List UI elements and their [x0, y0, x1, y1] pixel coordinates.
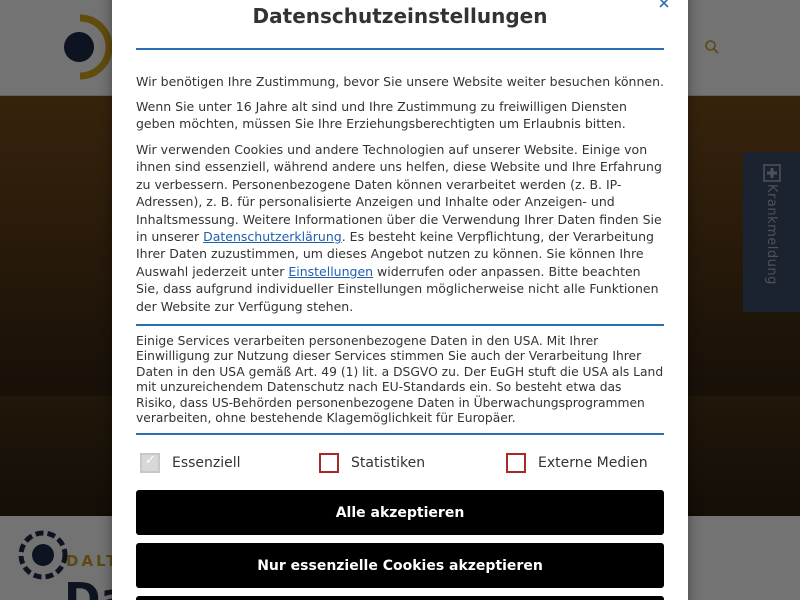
cookie-text-2: . Es besteht keine Verpflichtung, der Verarbeitung Ihrer Daten zuzustimmen, um dieses Angebot nutzen zu können. Sie können Ihre Auswahl jederzeit unter	[136, 229, 654, 279]
individual-settings-button[interactable]	[136, 596, 664, 600]
cookie-text-3: widerrufen oder anpassen. Bitte beachten Sie, dass aufgrund individueller Einstellungen möglicherweise nicht alle Funktionen der Website zur Verfügung stehen.	[136, 263, 659, 314]
cookie-description	[136, 141, 664, 315]
statistics-option[interactable]	[319, 450, 425, 476]
external-media-checkbox[interactable]	[506, 453, 526, 473]
consent-intro: Wir benötigen Ihre Zustimmung, bevor Sie unsere Website weiter besuchen können.	[136, 74, 664, 89]
youth-notice: Wenn Sie unter 16 Jahre alt sind und Ihre Zustimmung zu freiwilligen Diensten geben möchten, müssen Sie Ihre Erziehungsberechtigten um Erlaubnis bitten.	[136, 99, 627, 132]
essential-label: Essenziell	[172, 455, 241, 471]
essential-option[interactable]	[140, 450, 241, 476]
divider	[136, 48, 664, 50]
usa-data-notice: Einige Services verarbeiten personenbezogene Daten in den USA. Mit Ihrer Einwilligung zur Nutzung dieser Services stimmen Sie auch der Verarbeitung Ihrer Daten in den USA gemäß Art. 49 (1) lit. a DSGVO zu. Der EuGH stuft die USA als Land mit unzureichendem Datenschutz nach EU-Standards ein. So besteht etwa das Risiko, dass US-Behörden personenbezogene Daten in Überwachungsprogrammen verarbeiten, ohne bestehende Klagemöglichkeit für Europäer.	[136, 334, 664, 426]
divider	[136, 433, 664, 435]
essential-checkbox[interactable]	[140, 453, 160, 473]
statistics-checkbox[interactable]	[319, 453, 339, 473]
accept-all-button[interactable]: Alle akzeptieren	[136, 490, 664, 535]
consent-options	[136, 450, 664, 476]
settings-link[interactable]: Einstellungen	[288, 263, 374, 279]
privacy-settings-dialog	[112, 0, 688, 600]
external-media-option[interactable]	[506, 450, 648, 476]
external-media-label: Externe Medien	[538, 455, 648, 471]
privacy-policy-link[interactable]: Datenschutzerklärung	[203, 229, 342, 245]
divider	[136, 324, 664, 326]
dialog-title: Datenschutzeinstellungen	[252, 4, 548, 28]
cookie-text-1: Wir verwenden Cookies und andere Technologien auf unserer Website. Einige von ihnen sind essenziell, während andere uns helfen, diese Website und Ihre Erfahrung zu verbessern. Personenbezogene Daten können verarbeitet werden (z. B. IP-Adressen), z. B. für personalisierte Anzeigen und Inhalte oder Anzeigen- und Inhaltsmessung. Weitere Informationen über die Verwendung Ihrer Daten finden Sie in unserer	[136, 142, 662, 245]
statistics-label: Statistiken	[351, 455, 426, 471]
accept-essential-button[interactable]: Nur essenzielle Cookies akzeptieren	[136, 543, 664, 588]
